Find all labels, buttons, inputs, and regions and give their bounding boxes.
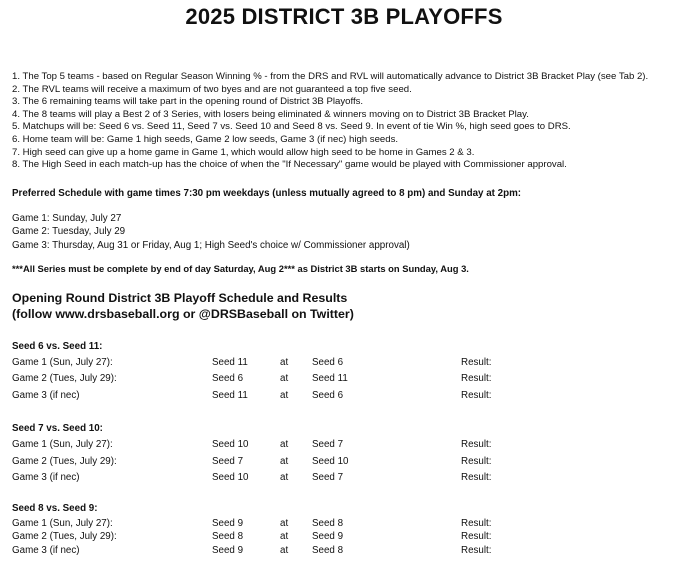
game-dates-list <box>12 212 410 252</box>
game-date-item: Game 1: Sunday, July 27 <box>12 213 122 224</box>
game-label: Game 3 (if nec) <box>12 472 80 483</box>
home-seed: Seed 9 <box>212 518 244 529</box>
result-label: Result: <box>461 390 492 401</box>
at-label: at <box>280 472 289 483</box>
result-label: Result: <box>461 472 492 483</box>
at-label: at <box>280 531 289 542</box>
away-seed: Seed 7 <box>312 472 344 483</box>
at-label: at <box>280 390 289 401</box>
home-seed: Seed 8 <box>212 531 244 542</box>
series-heading-6-vs-11: Seed 6 vs. Seed 11: <box>12 341 103 352</box>
rule-item: 8. The High Seed in each match-up has the choice of when the "If Necessary" game would be played with Commissioner approval. <box>12 159 567 171</box>
away-seed: Seed 8 <box>312 518 344 529</box>
away-seed: Seed 11 <box>312 373 348 384</box>
away-seed: Seed 6 <box>312 357 344 368</box>
at-label: at <box>280 518 289 529</box>
completion-note: ***All Series must be complete by end of day Saturday, Aug 2*** as District 3B starts on Sunday, Aug 3. <box>12 263 469 274</box>
result-label: Result: <box>461 373 492 384</box>
schedule-row <box>0 531 688 544</box>
home-seed: Seed 10 <box>212 472 249 483</box>
home-seed: Seed 11 <box>212 357 248 368</box>
result-label: Result: <box>461 439 492 450</box>
schedule-row <box>0 518 688 531</box>
game-label: Game 1 (Sun, July 27): <box>12 439 113 450</box>
at-label: at <box>280 357 289 368</box>
rule-item: 7. High seed can give up a home game in Game 1, which would allow high seed to be home in Games 2 & 3. <box>12 146 475 158</box>
home-seed: Seed 11 <box>212 390 248 401</box>
rule-item: 2. The RVL teams will receive a maximum of two byes and are not guaranteed a top five seed. <box>12 83 412 95</box>
series-heading-7-vs-10: Seed 7 vs. Seed 10: <box>12 423 103 434</box>
rule-item: 3. The 6 remaining teams will take part in the opening round of District 3B Playoffs. <box>12 96 364 108</box>
game-date-item: Game 3: Thursday, Aug 31 or Friday, Aug 1; High Seed's choice w/ Commissioner approval) <box>12 239 410 251</box>
schedule-row <box>0 472 688 485</box>
schedule-row <box>0 373 688 386</box>
game-label: Game 1 (Sun, July 27): <box>12 518 113 529</box>
schedule-row <box>0 390 688 403</box>
home-seed: Seed 7 <box>212 456 244 467</box>
away-seed: Seed 10 <box>312 456 349 467</box>
away-seed: Seed 9 <box>312 531 344 542</box>
result-label: Result: <box>461 545 492 556</box>
schedule-title-line-2: (follow www.drsbaseball.org or @DRSBaseball on Twitter) <box>12 307 354 321</box>
home-seed: Seed 6 <box>212 373 244 384</box>
result-label: Result: <box>461 456 492 467</box>
game-date-item: Game 2: Tuesday, July 29 <box>12 226 126 238</box>
page-title: 2025 DISTRICT 3B PLAYOFFS <box>185 4 503 29</box>
preferred-schedule-heading: Preferred Schedule with game times 7:30 pm weekdays (unless mutually agreed to 8 pm) and Sunday at 2pm: <box>12 188 522 199</box>
schedule-row <box>0 357 688 370</box>
away-seed: Seed 8 <box>312 545 344 556</box>
rule-item: 6. Home team will be: Game 1 high seeds, Game 2 low seeds, Game 3 (if nec) high seeds. <box>12 133 399 145</box>
away-seed: Seed 6 <box>312 390 344 401</box>
game-label: Game 2 (Tues, July 29): <box>12 373 117 384</box>
series-heading-8-vs-9: Seed 8 vs. Seed 9: <box>12 503 98 514</box>
game-label: Game 2 (Tues, July 29): <box>12 456 117 467</box>
home-seed: Seed 9 <box>212 545 244 556</box>
at-label: at <box>280 439 289 450</box>
rule-item: 5. Matchups will be: Seed 6 vs. Seed 11, Seed 7 vs. Seed 10 and Seed 8 vs. Seed 9. In event of tie Win %, high seed goes to DRS. <box>12 121 571 133</box>
schedule-row <box>0 439 688 452</box>
result-label: Result: <box>461 518 492 529</box>
game-label: Game 2 (Tues, July 29): <box>12 531 117 542</box>
result-label: Result: <box>461 357 492 368</box>
rules-list <box>12 71 682 172</box>
at-label: at <box>280 456 289 467</box>
game-label: Game 3 (if nec) <box>12 545 80 556</box>
schedule-row <box>0 545 688 558</box>
at-label: at <box>280 373 289 384</box>
result-label: Result: <box>461 531 492 542</box>
at-label: at <box>280 545 289 556</box>
schedule-title-line-1: Opening Round District 3B Playoff Schedule and Results <box>12 291 348 305</box>
home-seed: Seed 10 <box>212 439 249 450</box>
rule-item: 4. The 8 teams will play a Best 2 of 3 Series, with losers being eliminated & winners moving on to District 3B Bracket Play. <box>12 108 529 120</box>
schedule-row <box>0 456 688 469</box>
game-label: Game 3 (if nec) <box>12 390 80 401</box>
game-label: Game 1 (Sun, July 27): <box>12 357 113 368</box>
rule-item: 1. The Top 5 teams - based on Regular Season Winning % - from the DRS and RVL will automatically advance to District 3B Bracket Play (see Tab 2). <box>12 71 649 82</box>
away-seed: Seed 7 <box>312 439 344 450</box>
schedule-section-title <box>12 290 354 322</box>
